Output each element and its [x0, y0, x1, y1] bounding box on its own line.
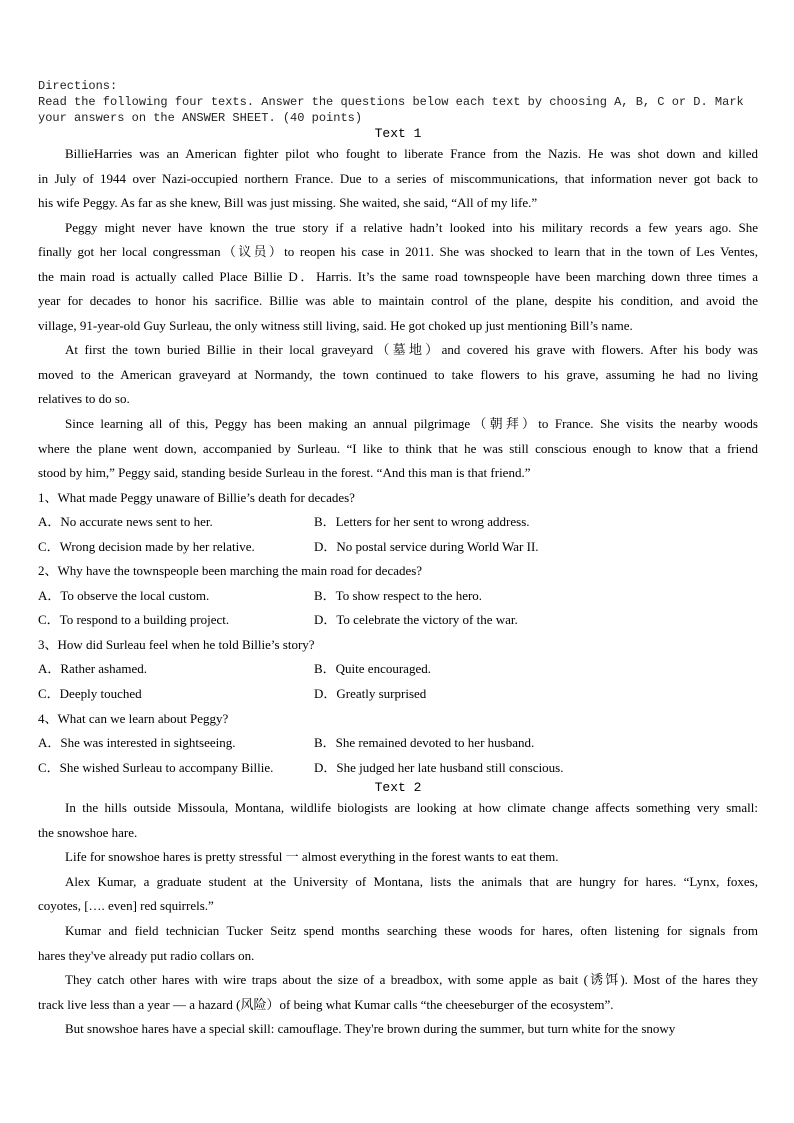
paragraph — [38, 796, 758, 845]
question-stem: 2、Why have the townspeople been marching the main road for decades? — [38, 563, 423, 579]
paragraph-line: relatives to do so. — [38, 391, 130, 407]
text-section-1 — [38, 126, 758, 780]
answer-option: A．No accurate news sent to her. — [38, 514, 213, 530]
paragraph-line: At first the town buried Billie in their local graveyard（墓地）and covered his grave with flowers. After his body was — [65, 342, 758, 358]
question — [38, 707, 758, 781]
answer-option: D．Greatly surprised — [314, 686, 427, 702]
paragraph-line: where the plane went down, accompanied by Surleau. “I like to think that he was still conscious enough to know that a friend — [38, 440, 758, 456]
answer-option: A．She was interested in sightseeing. — [38, 735, 236, 751]
answer-option: C．She wished Surleau to accompany Billie. — [38, 759, 274, 775]
paragraph — [38, 216, 758, 339]
paragraph — [38, 968, 758, 1017]
paragraph-line: in July of 1944 over Nazi-occupied northern France. Due to a series of miscommunications, that information never got back to — [38, 170, 758, 186]
answer-option: B．She remained devoted to her husband. — [314, 735, 535, 751]
directions-block — [38, 78, 758, 126]
question-stem: 4、What can we learn about Peggy? — [38, 710, 229, 726]
question-stem: 1、What made Peggy unaware of Billie’s death for decades? — [38, 489, 355, 505]
paragraph-line: his wife Peggy. As far as she knew, Bill was just missing. She waited, she said, “All of my life.” — [38, 195, 538, 211]
paragraph-line: track live less than a year — a hazard (风险）of being what Kumar calls “the cheeseburger of the ecosystem”. — [38, 996, 614, 1012]
directions-line: Read the following four texts. Answer the questions below each text by choosing A, B, C or D. Mark — [38, 95, 744, 109]
paragraph-line: BillieHarries was an American fighter pilot who fought to liberate France from the Nazis. He was shot down and killed — [65, 146, 758, 161]
question — [38, 633, 758, 707]
paragraph-line: In the hills outside Missoula, Montana, wildlife biologists are looking at how climate change affects something very small: — [65, 800, 758, 816]
text-section-2 — [38, 780, 758, 1041]
options-row — [38, 510, 758, 535]
answer-option: B．Letters for her sent to wrong address. — [314, 514, 530, 530]
paragraph-line: finally got her local congressman（议员）to reopen his case in 2011. She was shocked to learn that in the town of Les Ventes, — [38, 244, 758, 260]
paragraph — [38, 412, 758, 486]
paragraph — [38, 142, 758, 216]
paragraph-line: the main road is actually called Place Billie D．Harris. It’s the same road townspeople have been marching down three times a — [38, 268, 758, 284]
options-row — [38, 731, 758, 756]
paragraph — [38, 919, 758, 968]
text-body — [38, 796, 758, 1041]
answer-option: B．To show respect to the hero. — [314, 587, 483, 603]
answer-option: D．To celebrate the victory of the war. — [314, 612, 518, 628]
text-body — [38, 142, 758, 780]
question — [38, 559, 758, 633]
options-row — [38, 608, 758, 633]
paragraph-line: year for decades to honor his sacrifice. Billie was able to maintain control of the plane, despite his condition, and avoid the — [38, 293, 758, 309]
directions-title: Directions: — [38, 79, 118, 93]
question-stem: 3、How did Surleau feel when he told Billie’s story? — [38, 636, 315, 652]
text-title: Text 1 — [374, 126, 422, 141]
paragraph-line: moved to the American graveyard at Normandy, the town continued to take flowers to his grave, assuming he had no living — [38, 366, 758, 382]
paragraph — [38, 338, 758, 412]
answer-option: C．Deeply touched — [38, 686, 142, 702]
options-row — [38, 584, 758, 609]
paragraph-line: hares they've already put radio collars on. — [38, 947, 255, 963]
paragraph-line: Peggy might never have known the true story if a relative hadn’t looked into his military records a few years ago. She — [65, 219, 758, 235]
paragraph-line: the snowshoe hare. — [38, 824, 138, 840]
answer-option: A．Rather ashamed. — [38, 661, 148, 677]
paragraph — [38, 870, 758, 919]
directions-line: your answers on the ANSWER SHEET. (40 points) — [38, 111, 363, 125]
answer-option: D．She judged her late husband still conscious. — [314, 759, 564, 775]
answer-option: A．To observe the local custom. — [38, 587, 210, 603]
paragraph-line: Since learning all of this, Peggy has been making an annual pilgrimage（朝拜）to France. She visits the nearby woods — [65, 416, 758, 432]
paragraph-line: stood by him,” Peggy said, standing beside Surleau in the forest. “And this man is that friend.” — [38, 465, 531, 481]
paragraph-line: Kumar and field technician Tucker Seitz spend months searching these woods for hares, often listening for signals from — [65, 922, 758, 938]
paragraph-line: village, 91-year-old Guy Surleau, the only witness still living, said. He got choked up just mentioning Bill’s name. — [38, 317, 633, 333]
paragraph — [38, 1017, 758, 1042]
answer-option: C．Wrong decision made by her relative. — [38, 538, 255, 554]
paragraph — [38, 845, 758, 870]
paragraph-line: They catch other hares with wire traps about the size of a breadbox, with some apple as bait (诱饵). Most of the hares they — [65, 972, 758, 988]
options-row — [38, 657, 758, 682]
answer-option: D．No postal service during World War II. — [314, 538, 539, 554]
answer-option: B．Quite encouraged. — [314, 661, 431, 677]
paragraph-line: Life for snowshoe hares is pretty stressful 一 almost everything in the forest wants to eat them. — [65, 849, 559, 865]
document-page — [38, 78, 758, 1042]
paragraph-line: coyotes, […. even] red squirrels.” — [38, 898, 214, 914]
paragraph-line: Alex Kumar, a graduate student at the University of Montana, lists the animals that are hungry for hares. “Lynx, foxes, — [65, 873, 758, 889]
text-title: Text 2 — [374, 780, 422, 796]
options-row — [38, 535, 758, 560]
options-row — [38, 682, 758, 707]
question — [38, 486, 758, 560]
options-row — [38, 756, 758, 781]
answer-option: C．To respond to a building project. — [38, 612, 230, 628]
paragraph-line: But snowshoe hares have a special skill: camouflage. They're brown during the summer, but turn white for the snowy — [65, 1021, 676, 1037]
